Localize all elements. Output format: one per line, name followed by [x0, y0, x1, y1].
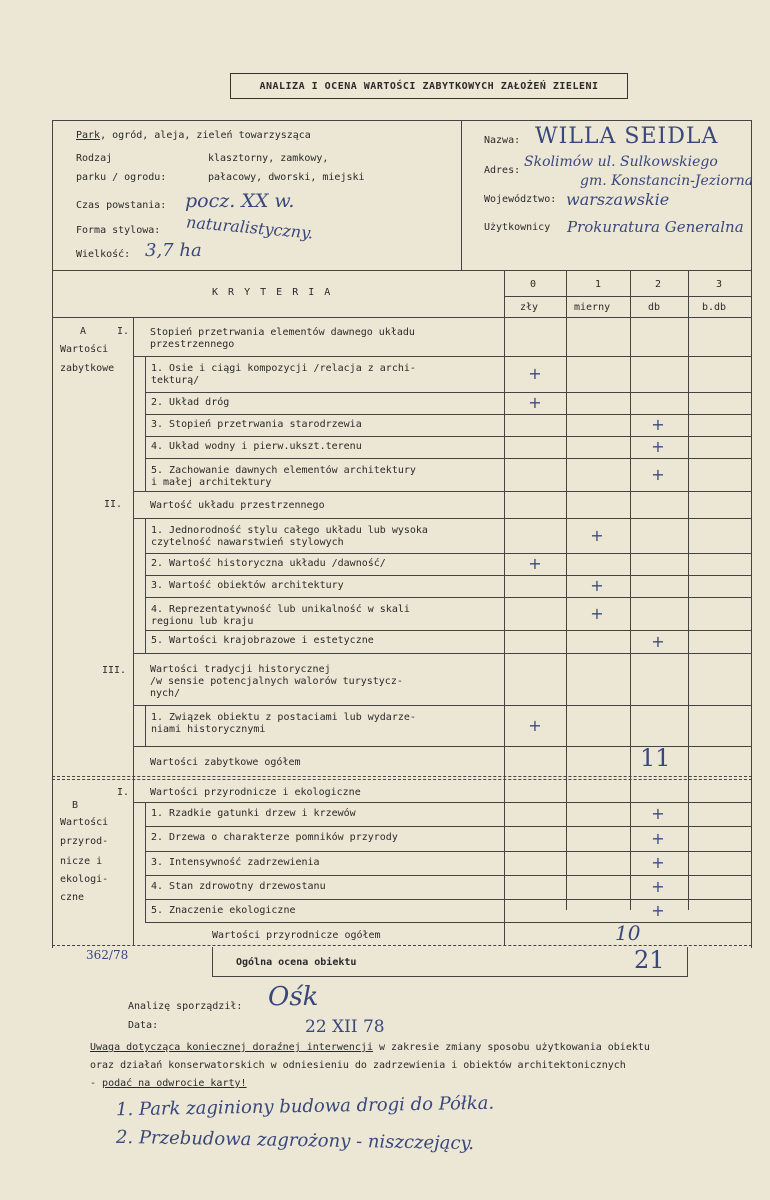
rating-mark: +	[651, 631, 665, 651]
criteria-row-8	[151, 580, 344, 592]
criteria-row-text: 2. Układ dróg	[151, 397, 230, 408]
criteria-row-text: 4. Układ wodny i pierw.ukszt.terenu	[151, 441, 362, 452]
section-b-number: I.	[117, 787, 130, 798]
criteria-row-text: 1. Związek obiektu z postaciami lub wydarze-	[151, 712, 416, 723]
section-b-label-5: czne	[60, 892, 85, 903]
overall-value: 21	[634, 946, 665, 974]
nature-row-2: 2. Drzewa o charakterze pomników przyrody	[151, 832, 398, 843]
rating-mark: +	[651, 804, 665, 823]
criteria-row-4	[151, 441, 362, 453]
note-line-2: oraz działań konserwatorskich w odniesieniu do zadrzewienia i obiektów architektonicznych	[90, 1060, 626, 1071]
data-value: 22 XII 78	[305, 1017, 385, 1037]
section-b-label-1: Wartości	[60, 817, 109, 828]
criteria-row-text: 5. Wartości krajobrazowe i estetyczne	[151, 635, 374, 646]
criteria-label: K R Y T E R I A	[212, 287, 333, 298]
col-1-label: mierny	[574, 302, 611, 313]
rating-mark: +	[651, 900, 665, 920]
handwritten-note-2: 2. Przebudowa zagrożony - niszczejący.	[115, 1126, 475, 1155]
forma-value: naturalistyczny.	[185, 212, 314, 243]
criteria-row-text: 3. Wartość obiektów architektury	[151, 580, 344, 591]
rating-mark: +	[651, 828, 665, 848]
rating-mark: +	[528, 364, 542, 383]
rating-mark: +	[651, 853, 665, 872]
section-a-group-2-number: II.	[104, 499, 123, 510]
criteria-row-text: 2. Wartość historyczna układu /dawność/	[151, 558, 386, 569]
adres-value-1: Skolimów ul. Sulkowskiego	[524, 154, 718, 170]
criteria-row-6	[151, 525, 428, 549]
group-3-title-line-2: /w sensie potencjalnych walorów turystycz-	[150, 676, 403, 687]
col-1-number: 1	[595, 279, 602, 290]
section-b-letter: B	[72, 800, 79, 811]
criteria-row-text-cont: czytelność nawarstwień stylowych	[151, 537, 344, 548]
section-b-title: Wartości przyrodnicze i ekologiczne	[150, 787, 361, 798]
archive-number: 362/78	[86, 948, 129, 962]
rodzaj-option-1: klasztorny, zamkowy,	[208, 153, 329, 164]
rating-mark: +	[528, 554, 542, 573]
section-b-total-value: 10	[615, 921, 641, 945]
rating-mark: +	[590, 576, 604, 595]
section-b-label-4: ekologi-	[60, 874, 109, 885]
criteria-row-text-cont: tekturą/	[151, 375, 200, 386]
section-a-total-label: Wartości zabytkowe ogółem	[150, 757, 301, 768]
group-1-title-line-1: Stopień przetrwania elementów dawnego układu	[150, 327, 415, 338]
wielkosc-label: Wielkość:	[76, 249, 131, 260]
analiza-signature: Ośk	[268, 982, 319, 1012]
rating-mark: +	[590, 603, 604, 623]
rating-mark: +	[528, 715, 542, 735]
overall-label: Ogólna ocena obiektu	[236, 957, 357, 968]
rodzaj-label: Rodzaj	[76, 153, 113, 164]
section-b-label-3: nicze i	[60, 856, 103, 867]
nazwa-label: Nazwa:	[484, 135, 521, 146]
criteria-row-3	[151, 419, 362, 431]
nature-row-5: 5. Znaczenie ekologiczne	[151, 905, 296, 916]
criteria-row-text: 1. Jednorodność stylu całego układu lub wysoka	[151, 525, 428, 536]
document-title: ANALIZA I OCENA WARTOŚCI ZABYTKOWYCH ZAŁOŻEŃ ZIELENI	[230, 73, 628, 99]
section-b-label-2: przyrod-	[60, 836, 109, 847]
criteria-row-11	[151, 712, 416, 736]
criteria-row-text: 1. Osie i ciągi kompozycji /relacja z archi-	[151, 363, 416, 374]
criteria-row-text: 4. Reprezentatywność lub unikalność w skali	[151, 604, 410, 615]
adres-value-2: gm. Konstancin-Jeziorna	[580, 173, 754, 189]
group-3-title-line-3: nych/	[150, 688, 181, 699]
criteria-row-text-cont: niami historycznymi	[151, 724, 266, 735]
section-a-group-3-number: III.	[102, 665, 127, 676]
nazwa-value: WILLA SEIDLA	[535, 124, 719, 149]
col-2-number: 2	[655, 279, 662, 290]
criteria-row-9	[151, 604, 410, 628]
rating-mark: +	[590, 525, 604, 545]
criteria-row-2	[151, 397, 229, 409]
rodzaj-option-2: pałacowy, dworski, miejski	[208, 172, 365, 183]
criteria-row-text-cont: i małej architektury	[151, 477, 272, 488]
wojewodztwo-label: Województwo:	[484, 194, 557, 205]
criteria-row-text: 3. Stopień przetrwania starodrzewia	[151, 419, 362, 430]
analiza-label: Analizę sporządził:	[128, 1001, 243, 1012]
nature-row-4: 4. Stan zdrowotny drzewostanu	[151, 881, 326, 892]
group-3-title-line-1: Wartości tradycji historycznej	[150, 664, 331, 675]
handwritten-note-1: 1. Park zaginiony budowa drogi do Półka.	[115, 1092, 495, 1121]
rating-mark: +	[651, 437, 665, 456]
rating-mark: +	[651, 877, 665, 896]
col-2-label: db	[648, 302, 661, 313]
note-line-3: - podać na odwrocie karty!	[90, 1078, 247, 1089]
parku-label: parku / ogrodu:	[76, 172, 167, 183]
criteria-row-5	[151, 465, 416, 489]
rating-mark: +	[651, 415, 665, 434]
nature-row-3: 3. Intensywność zadrzewienia	[151, 857, 320, 868]
wojewodztwo-value: warszawskie	[566, 190, 670, 209]
nature-row-1: 1. Rzadkie gatunki drzew i krzewów	[151, 808, 356, 819]
park-type-line: Park, ogród, aleja, zieleń towarzysząca	[76, 130, 311, 141]
criteria-row-7	[151, 558, 386, 570]
adres-label: Adres:	[484, 165, 521, 176]
criteria-row-10	[151, 635, 374, 647]
criteria-row-1	[151, 363, 416, 387]
wielkosc-value: 3,7 ha	[145, 240, 202, 261]
data-label: Data:	[128, 1020, 159, 1031]
col-3-number: 3	[716, 279, 723, 290]
group-1-title-line-2: przestrzennego	[150, 339, 235, 350]
col-0-number: 0	[530, 279, 537, 290]
criteria-row-text: 5. Zachowanie dawnych elementów architektury	[151, 465, 416, 476]
col-3-label: b.db	[702, 302, 727, 313]
czas-value: pocz. XX w.	[185, 190, 295, 212]
rating-mark: +	[651, 464, 665, 484]
section-b-total-label: Wartości przyrodnicze ogółem	[212, 930, 381, 941]
group-2-title: Wartość układu przestrzennego	[150, 500, 325, 511]
czas-label: Czas powstania:	[76, 200, 167, 211]
criteria-row-text-cont: regionu lub kraju	[151, 616, 254, 627]
col-0-label: zły	[520, 302, 539, 313]
uzytkownicy-label: Użytkownicy	[484, 222, 551, 233]
section-a-total-value: 11	[640, 744, 671, 772]
section-a-group-1-number: I.	[117, 326, 130, 337]
section-a-label-2: zabytkowe	[60, 363, 115, 374]
uzytkownicy-value: Prokuratura Generalna	[567, 218, 744, 236]
note-line-1: Uwaga dotycząca koniecznej doraźnej interwencji w zakresie zmiany sposobu użytkowania obiektu	[90, 1042, 650, 1053]
forma-label: Forma stylowa:	[76, 225, 161, 236]
section-a-label-1: Wartości	[60, 344, 109, 355]
section-a-letter: A	[80, 326, 87, 337]
rating-mark: +	[528, 393, 542, 412]
